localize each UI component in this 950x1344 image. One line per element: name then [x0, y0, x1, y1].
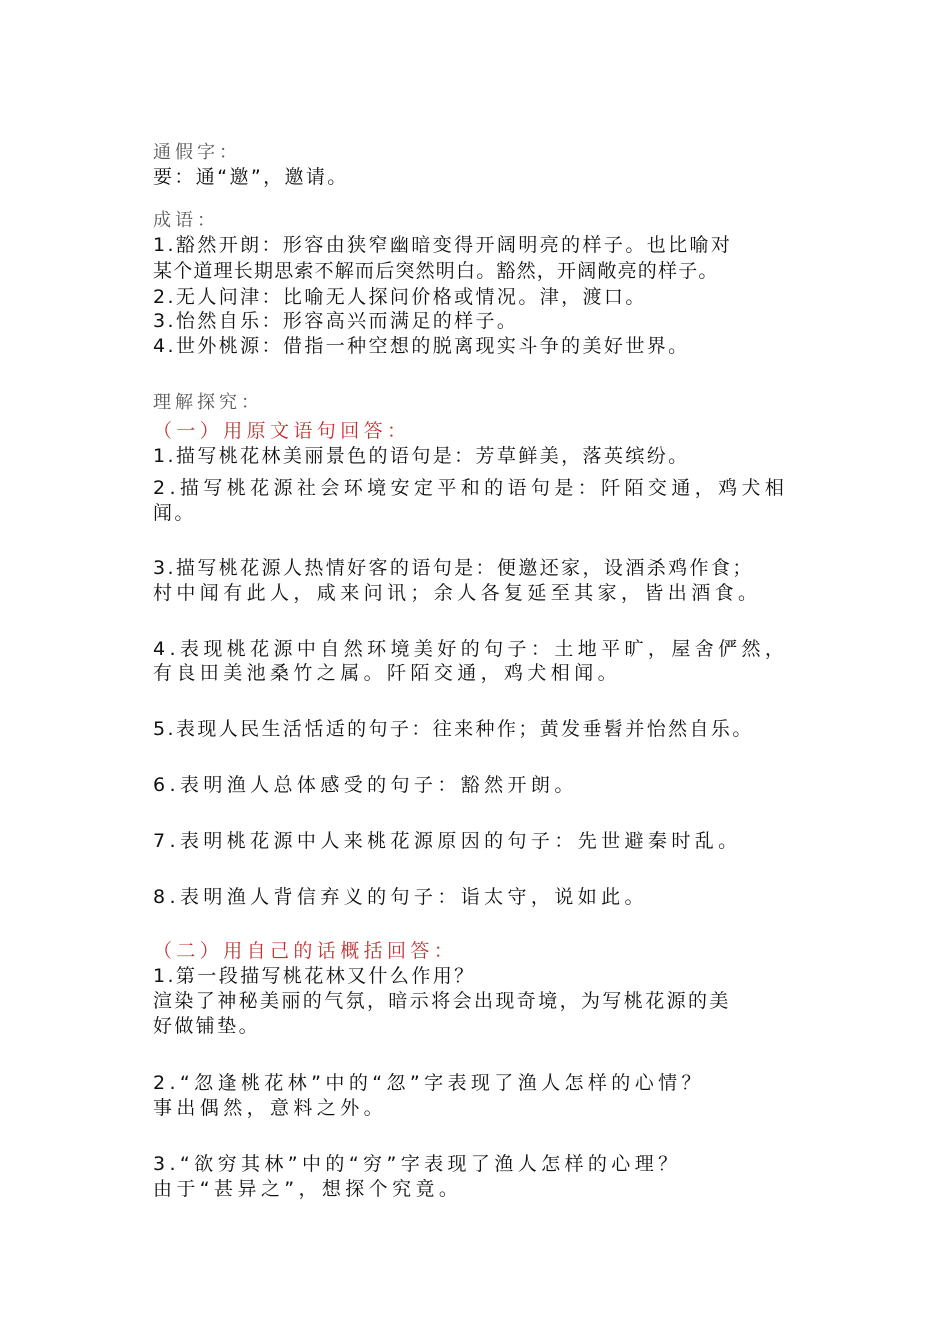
part2-line: 好做铺垫。 — [153, 1015, 261, 1037]
part1-line: 村中闻有此人，咸来问讯；余人各复延至其家，皆出酒食。 — [153, 582, 762, 604]
part1-line: 2.描写桃花源社会环境安定平和的语句是：阡陌交通，鸡犬相 — [153, 477, 789, 499]
part1-line: 5.表现人民生活恬适的句子：往来种作；黄发垂髫并怡然自乐。 — [153, 718, 754, 740]
part2-line: 3.“欲穷其林”中的“穷”字表现了渔人怎样的心理？ — [153, 1153, 682, 1175]
part1-line: 闻。 — [153, 502, 196, 524]
part2-line: 2.“忽逢桃花林”中的“忽”字表现了渔人怎样的心情？ — [153, 1072, 705, 1094]
tongjiazi-line: 要：通“邀”，邀请。 — [153, 166, 349, 188]
part2-line: 渲染了神秘美丽的气氛，暗示将会出现奇境，为写桃花源的美 — [153, 990, 731, 1012]
chengyu-item: 3.怡然自乐：形容高兴而满足的样子。 — [153, 310, 519, 332]
part2-title: （二）用自己的话概括回答： — [153, 940, 458, 962]
part1-line: 3.描写桃花源人热情好客的语句是：便邀还家，设酒杀鸡作食； — [153, 557, 754, 579]
chengyu-item: 4.世外桃源：借指一种空想的脱离现实斗争的美好世界。 — [153, 335, 690, 357]
part1-line: 有良田美池桑竹之属。阡陌交通，鸡犬相闻。 — [153, 662, 622, 684]
part1-title: （一）用原文语句回答： — [153, 420, 411, 442]
part2-line: 事出偶然，意料之外。 — [153, 1097, 388, 1119]
lijie-heading: 理解探究： — [153, 392, 263, 413]
chengyu-item: 2.无人问津：比喻无人探问价格或情况。津，渡口。 — [153, 286, 647, 308]
part2-line: 由于“甚异之”，想探个究竟。 — [153, 1178, 463, 1200]
chengyu-item: 1.豁然开朗：形容由狭窄幽暗变得开阔明亮的样子。也比喻对 — [153, 234, 733, 256]
part2-line: 1.第一段描写桃花林又什么作用？ — [153, 965, 476, 987]
tongjiazi-heading: 通假字： — [153, 142, 241, 163]
part1-line: 4.表现桃花源中自然环境美好的句子：土地平旷，屋舍俨然， — [153, 638, 789, 660]
chengyu-item: 某个道理长期思索不解而后突然明白。豁然，开阔敞亮的样子。 — [153, 260, 719, 282]
part1-line: 7.表明桃花源中人来桃花源原因的句子：先世避秦时乱。 — [153, 830, 742, 852]
part1-line: 6.表明渔人总体感受的句子：豁然开朗。 — [153, 774, 578, 796]
chengyu-heading: 成语： — [153, 210, 219, 231]
part1-line: 1.描写桃花林美丽景色的语句是：芳草鲜美，落英缤纷。 — [153, 445, 690, 467]
part1-line: 8.表明渔人背信弃义的句子：诣太守，说如此。 — [153, 886, 648, 908]
